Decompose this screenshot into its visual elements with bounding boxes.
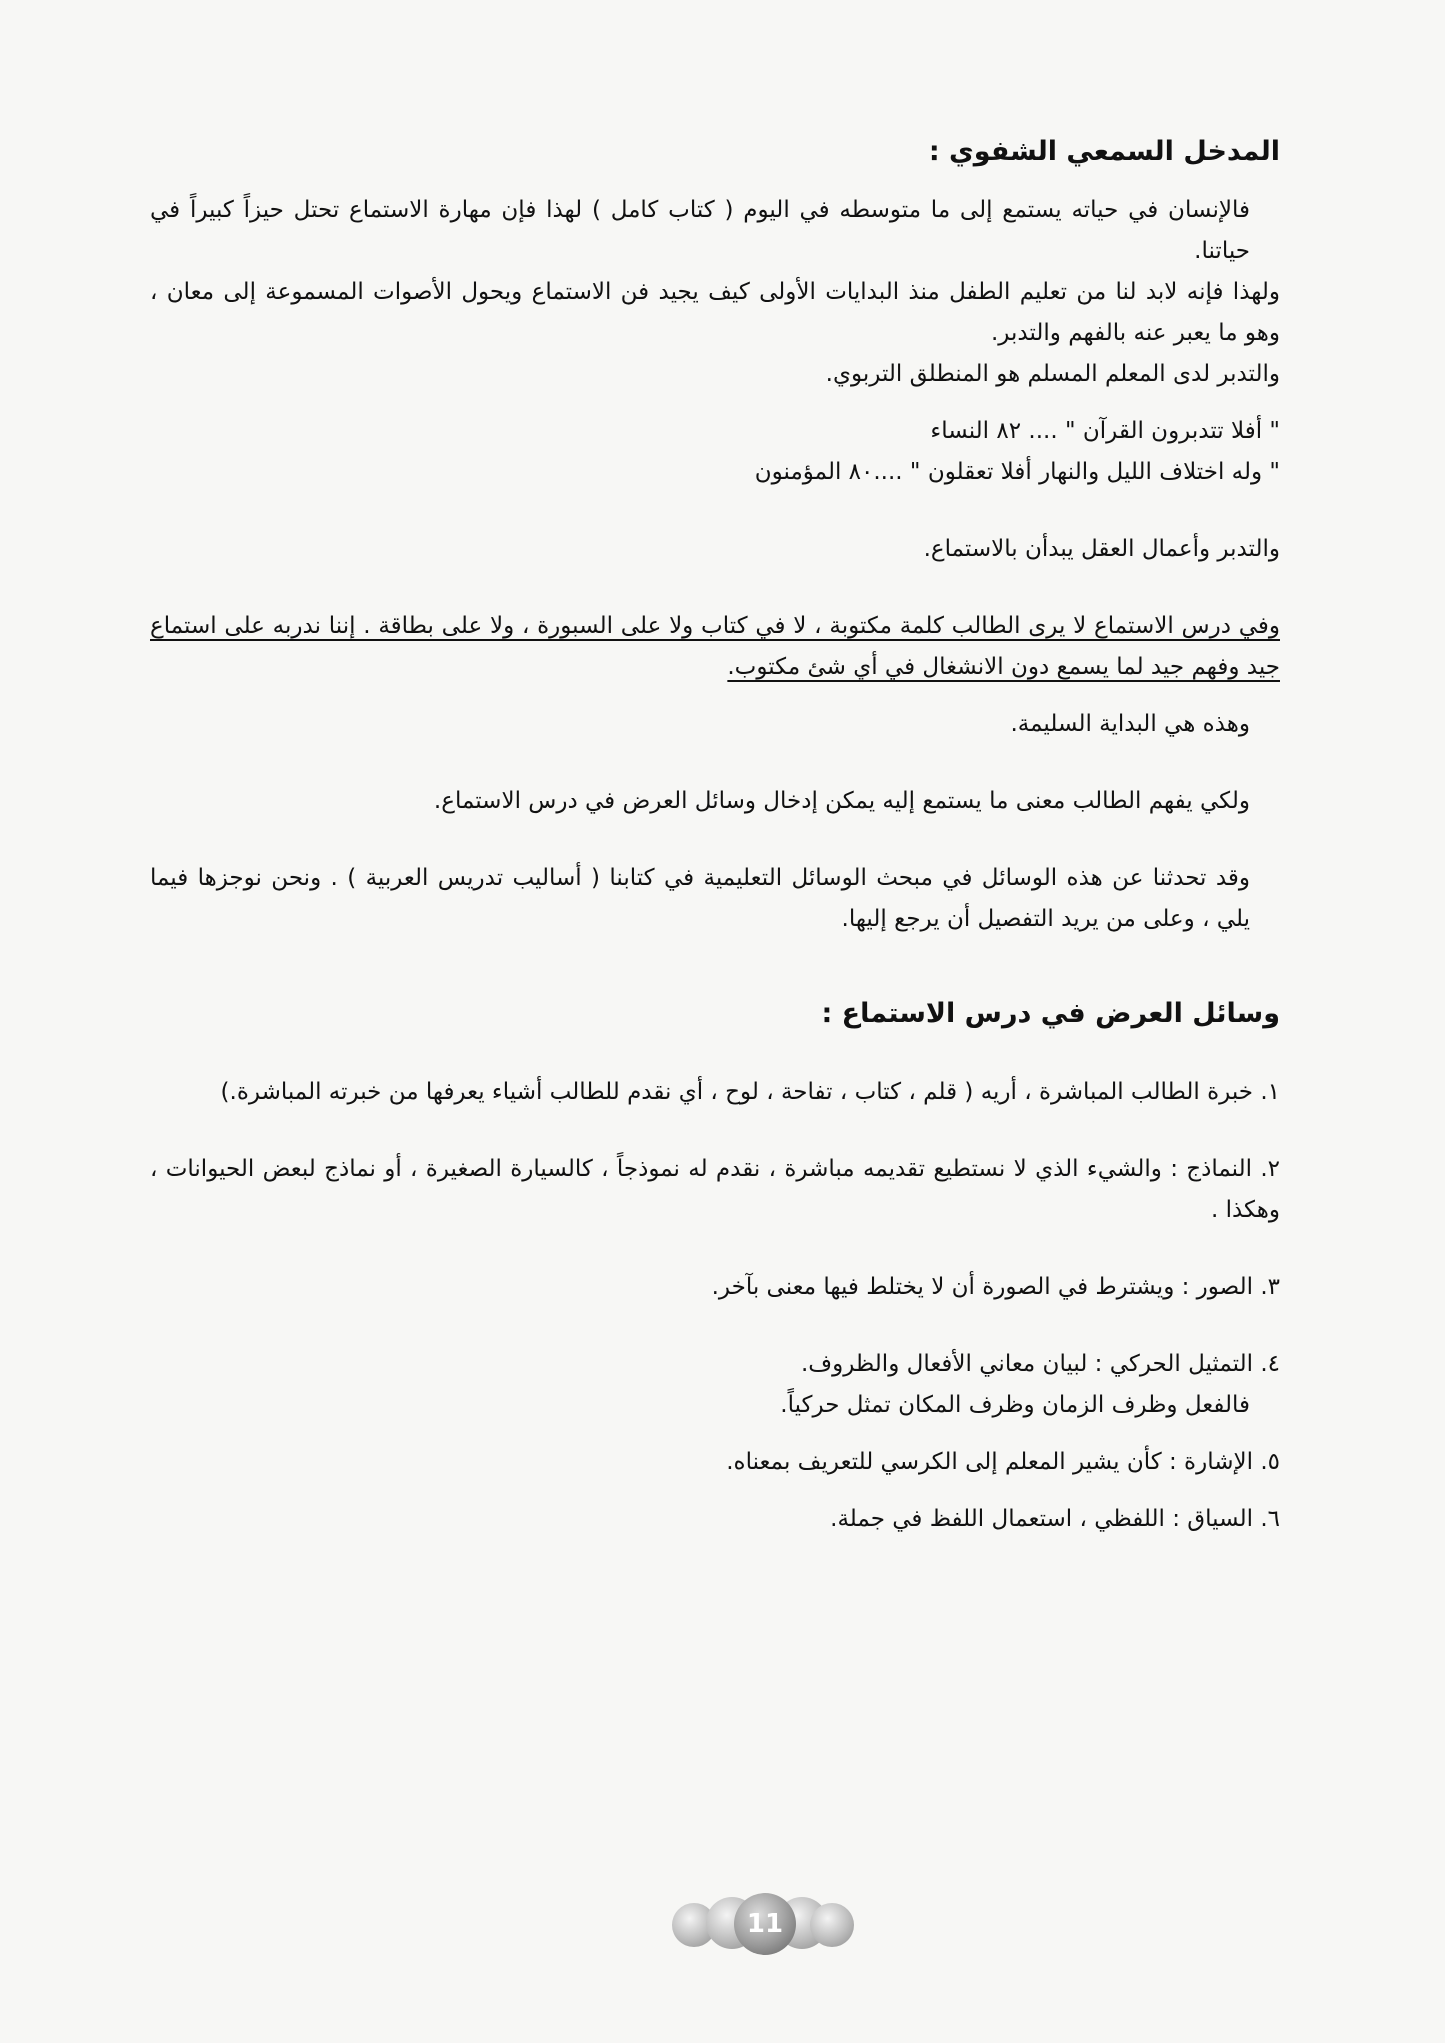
- paragraph-2: ولهذا فإنه لابد لنا من تعليم الطفل منذ البدايات الأولى كيف يجيد فن الاستماع ويحول الأصوات المسموعة إلى معان ، وهو ما يعبر عنه بالفهم والتدبر.: [150, 279, 1280, 346]
- paragraph-6: وهذه هي البداية السليمة.: [1010, 711, 1250, 737]
- section-heading-display-means: وسائل العرض في درس الاستماع :: [821, 998, 1280, 1029]
- paragraph-3: والتدبر لدى المعلم المسلم هو المنطلق التربوي.: [825, 361, 1280, 387]
- paragraph-8: وقد تحدثنا عن هذه الوسائل في مبحث الوسائل التعليمية في كتابنا ( أساليب تدريس العربية ) . ونحن نوجزها فيما يلي ، وعلى من يريد التفصيل أن يرجع إليها.: [150, 865, 1250, 932]
- list-item-4-detail: فالفعل وظرف الزمان وظرف المكان تمثل حركياً.: [780, 1392, 1250, 1418]
- decorative-bubble-icon: [810, 1903, 854, 1947]
- list-item-6: ٦. السياق : اللفظي ، استعمال اللفظ في جملة.: [830, 1506, 1280, 1532]
- paragraph-1: فالإنسان في حياته يستمع إلى ما متوسطه في اليوم ( كتاب كامل ) لهذا فإن مهارة الاستماع تحتل حيزاً كبيراً في حياتنا.: [150, 197, 1250, 264]
- paragraph-4: والتدبر وأعمال العقل يبدأن بالاستماع.: [923, 536, 1280, 562]
- page-number-badge: [672, 1895, 862, 1953]
- list-item-4: ٤. التمثيل الحركي : لبيان معاني الأفعال والظروف.: [800, 1351, 1280, 1377]
- list-item-2: ٢. النماذج : والشيء الذي لا نستطيع تقديمه مباشرة ، نقدم له نموذجاً ، كالسيارة الصغيرة ، أو نماذج لبعض الحيوانات ، وهكذا .: [150, 1156, 1280, 1223]
- paragraph-7: ولكي يفهم الطالب معنى ما يستمع إليه يمكن إدخال وسائل العرض في درس الاستماع.: [433, 788, 1250, 814]
- quran-quote-2: " وله اختلاف الليل والنهار أفلا تعقلون " ....٨٠ المؤمنون: [754, 459, 1280, 485]
- quran-quote-1: " أفلا تتدبرون القرآن " .... ٨٢ النساء: [930, 418, 1280, 444]
- list-item-3: ٣. الصور : ويشترط في الصورة أن لا يختلط فيها معنى بآخر.: [711, 1274, 1280, 1300]
- paragraph-5: وفي درس الاستماع لا يرى الطالب كلمة مكتوبة ، لا في كتاب ولا على السبورة ، ولا على بطاقة . إننا ندربه على استماع جيد وفهم جيد لما يسمع دون الانشغال في أي شئ مكتوب.: [150, 613, 1280, 680]
- list-item-5: ٥. الإشارة : كأن يشير المعلم إلى الكرسي للتعريف بمعناه.: [726, 1449, 1280, 1475]
- page-number: 11: [734, 1893, 796, 1955]
- page-content: [150, 130, 1280, 1540]
- list-item-1: ١. خبرة الطالب المباشرة ، أريه ( قلم ، كتاب ، تفاحة ، لوح ، أي نقدم للطالب أشياء يعرفها من خبرته المباشرة.): [220, 1079, 1280, 1105]
- section-heading-listening-oral: المدخل السمعي الشفوي :: [928, 136, 1280, 167]
